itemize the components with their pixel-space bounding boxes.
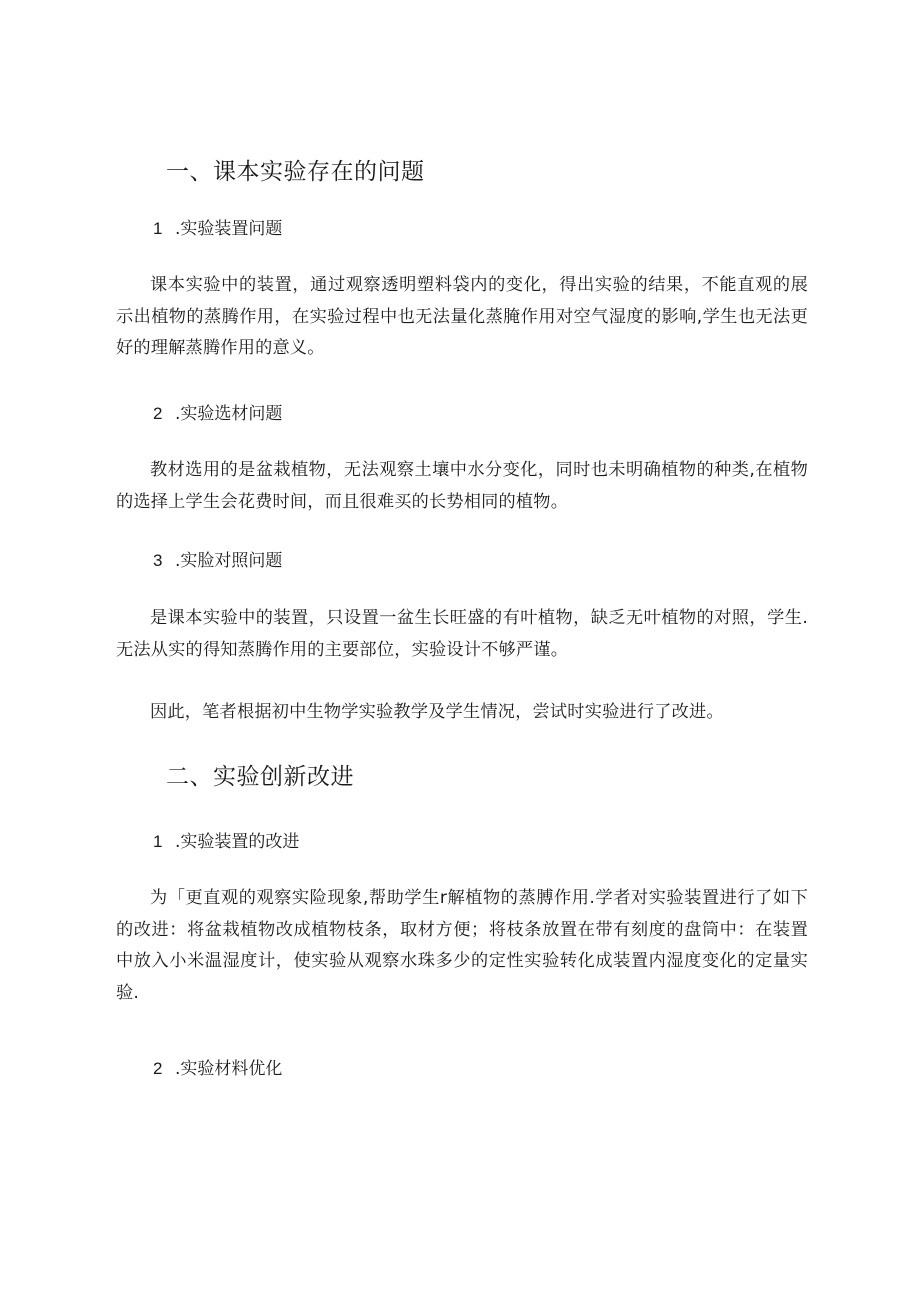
section-heading-2: 二、实验创新改进 (166, 764, 354, 790)
subheading-label: .实验选材问题 (175, 404, 283, 424)
conclusion-paragraph: 因此，笔者根据初中生物学实验教学及学生情况，尝试时实验进行了改进。 (150, 702, 724, 722)
subheading-1-1 (153, 217, 282, 241)
subheading-label: .实脸对照问题 (175, 551, 283, 571)
paragraph-1-1: 课本实验中的装置，通过观察透明塑料袋内的变化，得出实验的结果，不能直观的展示出植物的蒸腾作用，在实验过程中也无法量化蒸腌作用对空气湿度的影响,学生也无法更好的理解蒸腾作用的意义。 (116, 275, 808, 358)
subheading-number: 2 (153, 404, 163, 423)
paragraph-1-3: 是课本实验中的装置，只设置一盆生长旺盛的有叶植物，缺乏无叶植物的对照，学生.无法从实的得知蒸腾作用的主要部位，实验设计不够严谨。 (116, 608, 808, 660)
subheading-label: .实验材料优化 (175, 1059, 283, 1079)
subheading-2-1 (153, 830, 299, 854)
subheading-number: 3 (153, 551, 163, 570)
subheading-number: 1 (153, 219, 163, 238)
subheading-number: 2 (153, 1059, 163, 1078)
subheading-2-2 (153, 1057, 282, 1081)
subheading-label: .实验装置问题 (175, 219, 283, 239)
subheading-1-3 (153, 549, 282, 573)
subheading-label: .实验装置的改进 (175, 832, 300, 852)
subheading-number: 1 (153, 832, 163, 851)
subheading-1-2 (153, 402, 282, 426)
paragraph-1-2: 教材选用的是盆栽植物，无法观察土壤中水分变化，同时也未明确植物的种类,在植物的选择上学生会花费时间，而且很难买的长势相同的植物。 (116, 460, 808, 512)
paragraph-2-1: 为「更直观的观察实险现象,帮助学生r解植物的蒸膊作用.学者对实验装置进行了如下的改进：将盆栽植物改成植物枝条，取材方便；将枝条放置在带有刻度的盘筒中：在装置中放入小米温湿度计，使实验从观察水珠多少的定性实验转化成装置内湿度变化的定量实验. (116, 888, 808, 1003)
section-heading-1: 一、课本实验存在的问题 (166, 159, 425, 185)
